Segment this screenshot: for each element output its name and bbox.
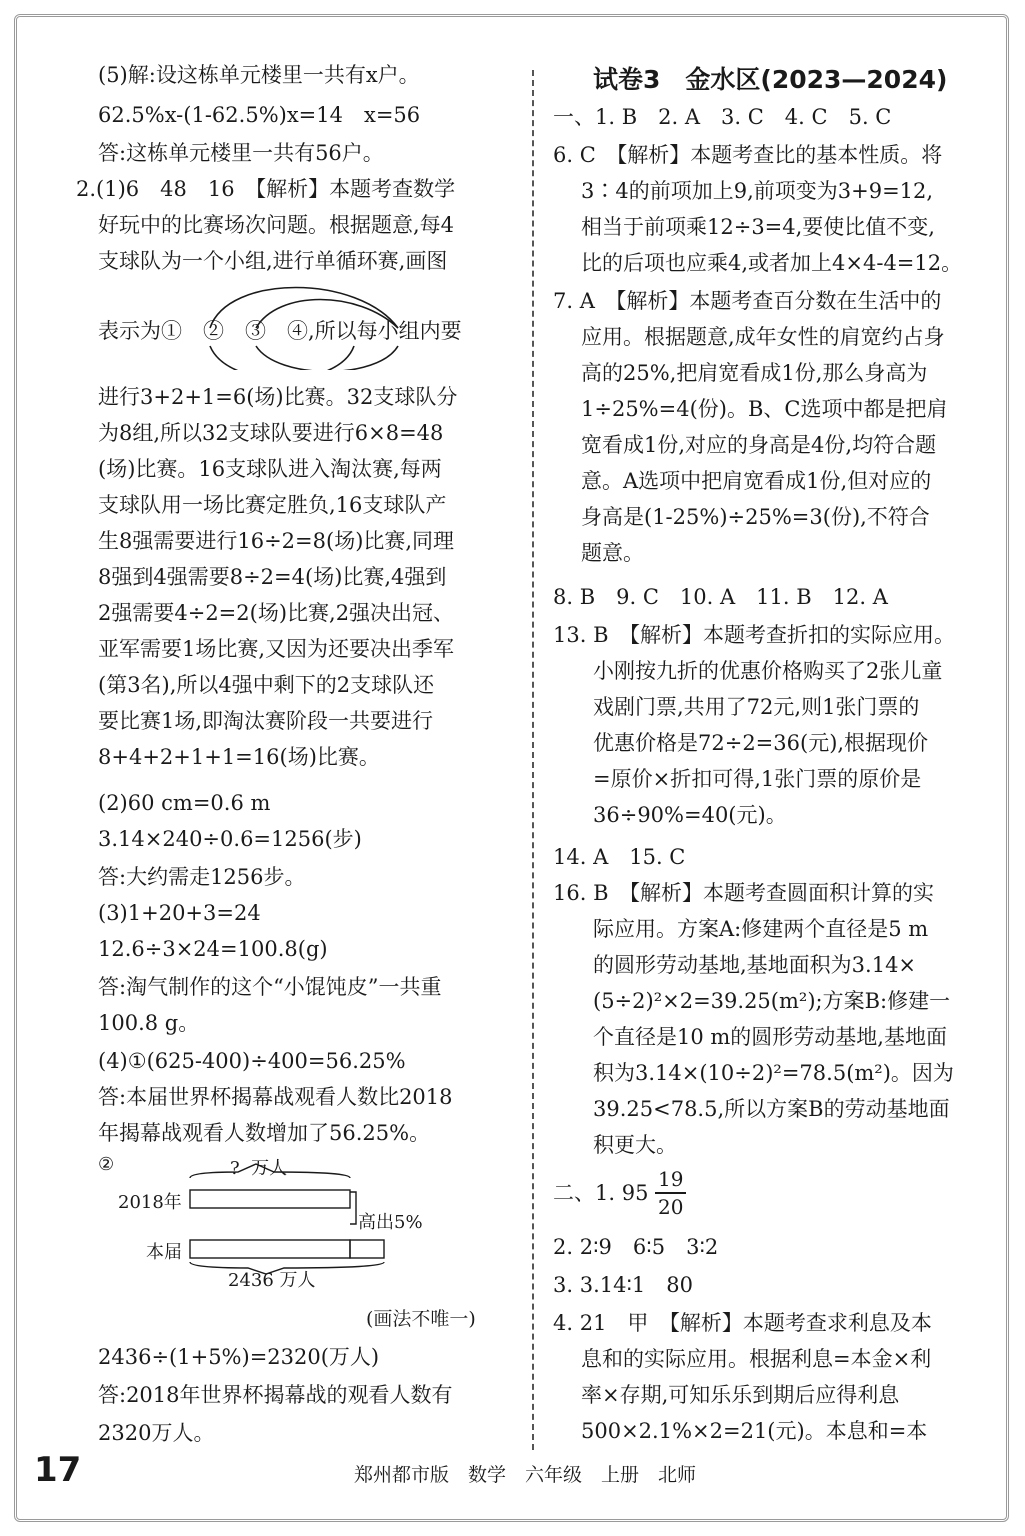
text-line: (5)解:设这栋单元楼里一共有x户。 (98, 63, 420, 87)
text-line: 2强需要4÷2=2(场)比赛,2强决出冠、 (98, 601, 455, 625)
question-2-line: 2.(1)6 48 16 【解析】本题考查数学 (76, 177, 456, 201)
answer-line: 14. A 15. C (553, 845, 686, 869)
answer-line: 13. B 【解析】本题考查折扣的实际应用。 (553, 623, 956, 647)
text-line: 2436÷(1+5%)=2320(万人) (98, 1345, 380, 1369)
circle-mark: ② (98, 1154, 115, 1175)
text-line: 亚军需要1场比赛,又因为还要决出季军 (98, 637, 455, 661)
fraction-denominator: 20 (658, 1195, 684, 1219)
extra-label: 高出5% (358, 1212, 423, 1233)
answer-line: 3. 3.14∶1 80 (553, 1273, 694, 1297)
text-line: 进行3+2+1=6(场)比赛。32支球队分 (98, 385, 458, 409)
text-line: 8强到4强需要8÷2=4(场)比赛,4强到 (98, 565, 447, 589)
answer-line: 1÷25%=4(份)。B、C选项中都是把肩 (581, 397, 948, 421)
answer-line: 积更大。 (593, 1133, 677, 1157)
text-line: (第3名),所以4强中剩下的2支球队还 (98, 673, 435, 697)
unknown-label: ? 万人 (230, 1158, 288, 1179)
answer-line: 意。A选项中把肩宽看成1份,但对应的 (581, 469, 932, 493)
row-current-label: 本届 (146, 1242, 182, 1263)
text-line: 答:2018年世界杯揭幕战的观看人数有 (98, 1383, 453, 1407)
page-footer (32, 1450, 992, 1498)
answer-line: 36÷90%=40(元)。 (593, 803, 787, 827)
answer-line: 相当于前项乘12÷3=4,要使比值不变, (581, 215, 935, 239)
answer-line: 8. B 9. C 10. A 11. B 12. A (553, 585, 888, 609)
text-line: 2320万人。 (98, 1421, 215, 1445)
answer-line: 3∶4的前项加上9,前项变为3+9=12, (581, 179, 934, 203)
answer-line: =原价×折扣可得,1张门票的原价是 (593, 767, 922, 791)
text-line: 支球队为一个小组,进行单循环赛,画图 (98, 249, 448, 273)
answer-line: 小刚按九折的优惠价格购买了2张儿童 (593, 659, 943, 683)
text-line: 表示为① ② ③ ④,所以每小组内要 (98, 319, 462, 343)
fraction-19-20 (655, 1166, 686, 1220)
answer-line: 2. 2∶9 6∶5 3∶2 (553, 1235, 719, 1259)
answer-line: 身高是(1-25%)÷25%=3(份),不符合 (581, 505, 930, 529)
answer-line: 二、1. 95 (553, 1181, 649, 1205)
answer-line: 率×存期,可知乐乐到期后应得利息 (581, 1383, 900, 1407)
text-line: 8+4+2+1+1=16(场)比赛。 (98, 745, 380, 769)
row-2018-label: 2018年 (118, 1192, 182, 1213)
answer-line: 际应用。方案A:修建两个直径是5 m (593, 917, 929, 941)
answer-line: 个直径是10 m的圆形劳动基地,基地面 (593, 1025, 947, 1049)
text-line: 答:这栋单元楼里一共有56户。 (98, 141, 384, 165)
segment-diagram (98, 1154, 518, 1294)
page-number: 17 (34, 1450, 82, 1490)
answer-line: 息和的实际应用。根据利息=本金×利 (581, 1347, 932, 1371)
text-line: 答:大约需走1256步。 (98, 865, 306, 889)
answer-line: (5÷2)²×2=39.25(m²);方案B:修建一 (593, 989, 951, 1013)
text-line: 12.6÷3×24=100.8(g) (98, 937, 328, 961)
answer-line: 戏剧门票,共用了72元,则1张门票的 (593, 695, 920, 719)
answer-line: 比的后项也应乘4,或者加上4×4-4=12。 (581, 251, 963, 275)
segment-lines (98, 1154, 518, 1294)
text-line: 62.5%x-(1-62.5%)x=14 x=56 (98, 103, 421, 127)
answer-line: 宽看成1份,对应的身高是4份,均符合题 (581, 433, 937, 457)
total-label: 2436 万人 (228, 1270, 316, 1291)
answer-line: 一、1. B 2. A 3. C 4. C 5. C (553, 105, 892, 129)
answer-line: 应用。根据题意,成年女性的肩宽约占身 (581, 325, 945, 349)
answer-line: 4. 21 甲 【解析】本题考查求利息及本 (553, 1311, 932, 1335)
text-line: 3.14×240÷0.6=1256(步) (98, 827, 362, 851)
text-line: 要比赛1场,即淘汰赛阶段一共要进行 (98, 709, 434, 733)
answer-line: 500×2.1%×2=21(元)。本息和=本 (581, 1419, 928, 1443)
text-line: 生8强需要进行16÷2=8(场)比赛,同理 (98, 529, 455, 553)
text-line: 答:淘气制作的这个“小馄饨皮”一共重 (98, 975, 442, 999)
note-line: (画法不唯一) (366, 1308, 476, 1330)
footer-text: 郑州都市版 数学 六年级 上册 北师 (354, 1464, 697, 1486)
column-divider (532, 70, 534, 1450)
text-line: (2)60 cm=0.6 m (98, 791, 271, 815)
answer-line: 16. B 【解析】本题考查圆面积计算的实 (553, 881, 935, 905)
answer-line: 积为3.14×(10÷2)²=78.5(m²)。因为 (593, 1061, 954, 1085)
text-line: 支球队用一场比赛定胜负,16支球队产 (98, 493, 447, 517)
text-line: 好玩中的比赛场次问题。根据题意,每4 (98, 213, 455, 237)
answer-line: 7. A 【解析】本题考查百分数在生活中的 (553, 289, 942, 313)
fraction-numerator: 19 (655, 1166, 686, 1194)
text-line: (场)比赛。16支球队进入淘汰赛,每两 (98, 457, 442, 481)
text-line: (3)1+20+3=24 (98, 901, 261, 925)
text-line: 答:本届世界杯揭幕战观看人数比2018 (98, 1085, 453, 1109)
exam-title: 试卷3 金水区(2023—2024) (593, 65, 948, 94)
text-line: 为8组,所以32支球队要进行6×8=48 (98, 421, 444, 445)
answer-line: 高的25%,把肩宽看成1份,那么身高为 (581, 361, 928, 385)
text-line: 100.8 g。 (98, 1011, 200, 1035)
answer-line: 优惠价格是72÷2=36(元),根据现价 (593, 731, 929, 755)
answer-line: 题意。 (581, 541, 644, 565)
text-line: 年揭幕战观看人数增加了56.25%。 (98, 1121, 431, 1145)
answer-line: 39.25<78.5,所以方案B的劳动基地面 (593, 1097, 950, 1121)
answer-line: 6. C 【解析】本题考查比的基本性质。将 (553, 143, 943, 167)
text-line: (4)①(625-400)÷400=56.25% (98, 1049, 406, 1073)
answer-line: 的圆形劳动基地,基地面积为3.14× (593, 953, 917, 977)
